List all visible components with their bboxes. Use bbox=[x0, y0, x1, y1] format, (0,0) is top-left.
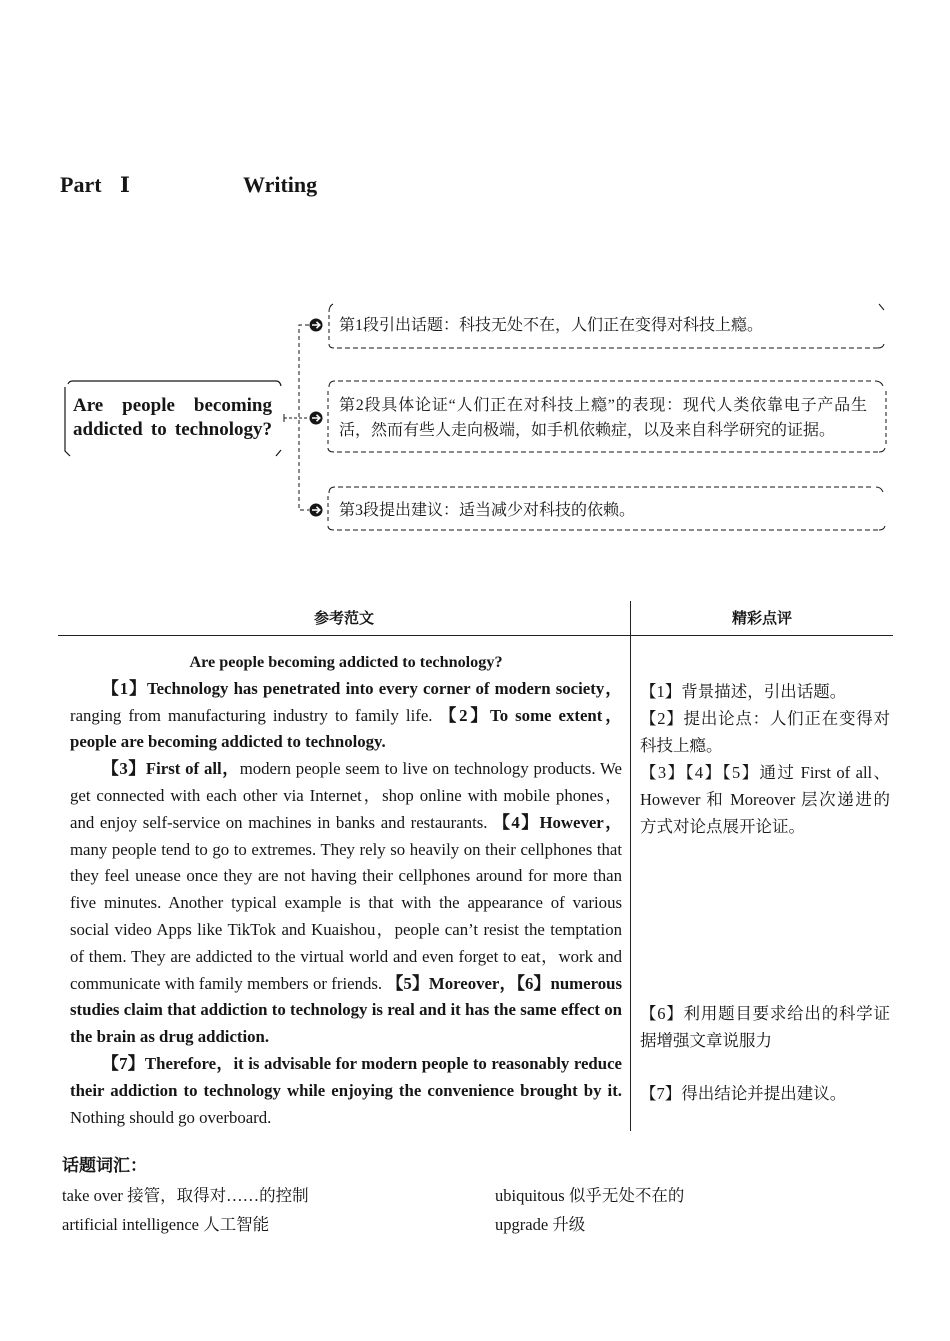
circled-arrow-icon bbox=[310, 504, 323, 517]
topic-box-left-edge bbox=[65, 387, 70, 456]
essay-segment: 【5】Moreover，【6】numerous studies claim that addiction to technology is real and it has the same effect on the brain as drug addiction. bbox=[70, 973, 622, 1047]
vocab-meaning: 人工智能 bbox=[203, 1215, 270, 1235]
essay-segment: 【2】To some extent，people are becoming addicted to technology. bbox=[70, 705, 622, 752]
comment-1: 【1】背景描述，引出话题。 bbox=[640, 682, 847, 701]
comment-2: 【2】提出论点：人们正在变得对科技上瘾。 bbox=[640, 709, 890, 755]
table-header-row bbox=[58, 601, 893, 636]
vocab-term: artificial intelligence bbox=[62, 1215, 199, 1235]
essay-title: Are people becoming addicted to technology? bbox=[189, 653, 503, 671]
essay-column-header: 参考范文 bbox=[313, 611, 374, 627]
topic-box-top-edge bbox=[68, 381, 281, 386]
essay-paragraph-1 bbox=[70, 676, 622, 756]
essay-segment: 【3】First of all， bbox=[102, 759, 240, 779]
mind-map-diagram bbox=[0, 0, 950, 560]
essay-paragraph-2 bbox=[70, 756, 622, 1051]
vocab-meaning: 接管，取得对……的控制 bbox=[127, 1186, 309, 1206]
vocab-meaning: 升级 bbox=[552, 1215, 586, 1235]
circled-arrow-icon bbox=[310, 412, 323, 425]
vocab-item bbox=[62, 1181, 495, 1210]
vocab-meaning: 似乎无处不在的 bbox=[568, 1186, 685, 1206]
vocabulary-heading: 话题词汇： bbox=[62, 1156, 147, 1176]
table-body-row bbox=[58, 636, 893, 1131]
topic-box-bottom-right-tick bbox=[276, 450, 281, 456]
essay-table bbox=[58, 601, 893, 1131]
mind-map-branch-3: 第3段提出建议：适当减少对科技的依赖。 bbox=[339, 502, 636, 519]
vocab-item bbox=[495, 1181, 895, 1210]
vocab-term: ubiquitous bbox=[495, 1186, 565, 1206]
essay-segment: ranging from manufacturing industry to family life. bbox=[70, 705, 433, 725]
mind-map-topic: Are people becoming addicted to technology? bbox=[73, 395, 272, 440]
essay-segment: 【4】However， bbox=[493, 812, 622, 832]
mind-map-branch-1: 第1段引出话题：科技无处不在，人们正在变得对科技上瘾。 bbox=[339, 317, 764, 334]
mind-map-branch-2: 第2段具体论证“人们正在对科技上瘾”的表现：现代人类依靠电子产品生活，然而有些人走向极端，如手机依赖症，以及来自科学研究的证据。 bbox=[339, 397, 867, 439]
vocab-term: upgrade bbox=[495, 1215, 549, 1235]
essay-segment: 【7】Therefore，it is advisable for modern people to reasonably reduce their addiction to technology while enjoying the convenience brought by it. bbox=[70, 1053, 622, 1100]
comment-3-4-5: 【3】【4】【5】通过 First of all、However 和 Moreover 层次递进的方式对论点展开论证。 bbox=[640, 763, 890, 836]
vocab-item bbox=[62, 1210, 495, 1239]
essay-segment: modern people seem to live on technology products. We get connected with each other via Internet，shop online with mobile phones，and enjoy self-service on machines in banks and restaurants. bbox=[70, 759, 622, 832]
essay-paragraph-3 bbox=[70, 1051, 622, 1131]
vocabulary-list bbox=[62, 1181, 950, 1239]
essay-segment: Nothing should go overboard. bbox=[70, 1107, 272, 1127]
part-label: Part bbox=[60, 172, 102, 197]
topic-vocabulary bbox=[62, 1154, 950, 1239]
section-title: Writing bbox=[243, 172, 318, 197]
part-number: Ⅰ bbox=[120, 172, 130, 197]
comment-column-header: 精彩点评 bbox=[630, 601, 893, 635]
vocab-item bbox=[495, 1210, 895, 1239]
sample-essay bbox=[58, 636, 630, 1131]
top-area bbox=[0, 0, 950, 601]
commentary-column bbox=[630, 636, 893, 1131]
essay-segment: many people tend to go to extremes. They rely so heavily on their cellphones that they feel unease once they are not having their cellphones around for more than five minutes. Another typical example is that with the appearance of various social video Apps like TikTok and Kuaishou，people can’t resist the temptation of them. They are addicted to the virtual world and even forget to eat，work and communicate with family members or friends. bbox=[70, 839, 622, 993]
connector-lines bbox=[284, 325, 309, 510]
comment-7: 【7】得出结论并提出建议。 bbox=[640, 1084, 847, 1103]
comment-6: 【6】利用题目要求给出的科学证据增强文章说服力 bbox=[640, 1004, 890, 1050]
circled-arrow-icon bbox=[310, 319, 323, 332]
essay-segment: 【1】Technology has penetrated into every corner of modern society， bbox=[102, 678, 622, 698]
vocab-term: take over bbox=[62, 1186, 123, 1206]
